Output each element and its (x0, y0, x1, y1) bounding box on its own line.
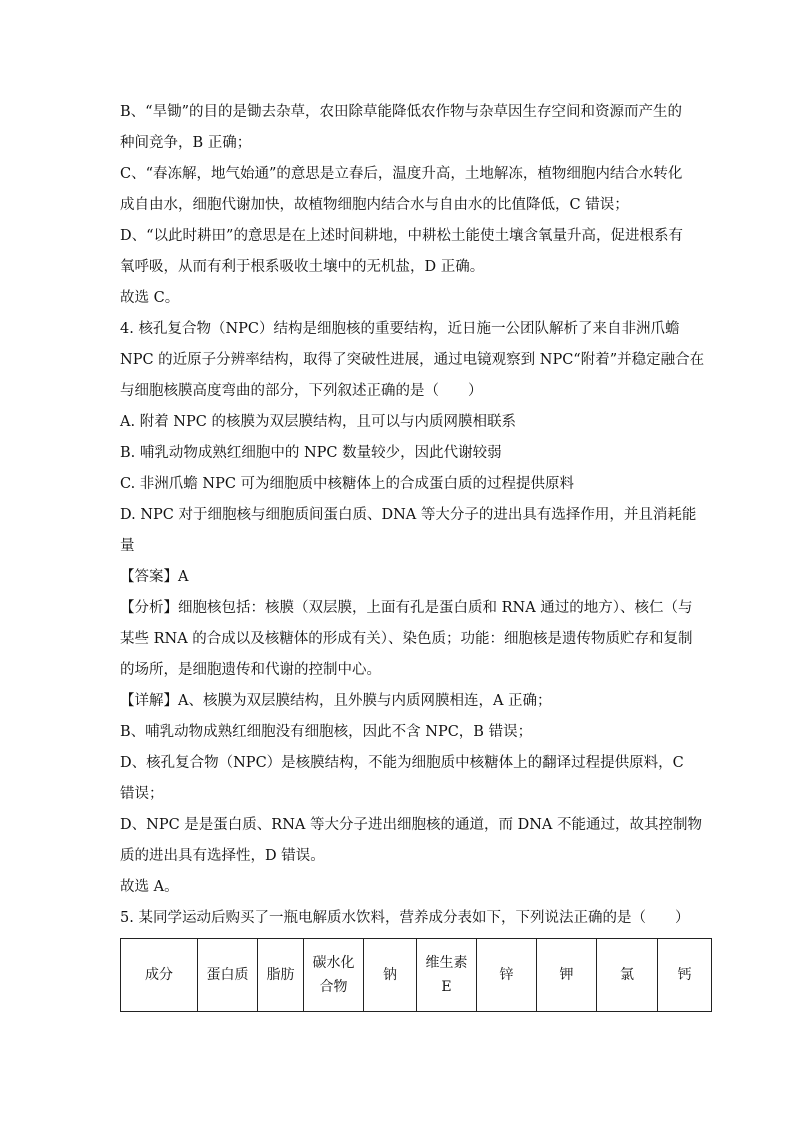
analysis-line: 【分析】细胞核包括：核膜（双层膜，上面有孔是蛋白质和 RNA 通过的地方）、核仁（与 (120, 600, 693, 616)
text-line: B、“旱锄”的目的是锄去杂草，农田除草能降低农作物与杂草因生存空间和资源而产生的 (120, 104, 682, 120)
nutrition-table (120, 938, 712, 1012)
answer-line: 【答案】A (120, 569, 189, 585)
question-4-stem: 4. 核孔复合物（NPC）结构是细胞核的重要结构，近日施一公团队解析了来自非洲爪蟾 (120, 321, 680, 337)
table-cell: 钠 (364, 939, 417, 1012)
table-cell: 钾 (537, 939, 597, 1012)
option-d: D. NPC 对于细胞核与细胞质间蛋白质、DNA 等大分子的进出具有选择作用，并且消耗能 (120, 507, 697, 523)
table-cell: 碳水化 合物 (304, 939, 364, 1012)
text-line: 种间竞争，B 正确； (120, 135, 252, 151)
text-line: 氧呼吸，从而有利于根系吸收土壤中的无机盐，D 正确。 (120, 259, 485, 275)
text-line: C、“春冻解，地气始通”的意思是立春后，温度升高，土地解冻，植物细胞内结合水转化 (120, 166, 683, 182)
option-b: B. 哺乳动物成熟红细胞中的 NPC 数量较少，因此代谢较弱 (120, 445, 502, 461)
detail-line: 质的进出具有选择性，D 错误。 (120, 848, 325, 864)
table-cell: 维生素 E (417, 939, 477, 1012)
analysis-line: 的场所，是细胞遗传和代谢的控制中心。 (120, 662, 381, 678)
detail-line: 错误； (120, 786, 164, 802)
detail-line: D、NPC 是是蛋白质、RNA 等大分子进出细胞核的通道，而 DNA 不能通过，故其控制物 (120, 817, 702, 833)
option-c: C. 非洲爪蟾 NPC 可为细胞质中核糖体上的合成蛋白质的过程提供原料 (120, 476, 575, 492)
option-a: A. 附着 NPC 的核膜为双层膜结构，且可以与内质网膜相联系 (120, 414, 516, 430)
table-cell: 脂肪 (258, 939, 304, 1012)
table-cell: 锌 (477, 939, 537, 1012)
text-line: 故选 C。 (120, 290, 180, 306)
text-line: D、“以此时耕田”的意思是在上述时间耕地，中耕松土能使土壤含氧量升高，促进根系有 (120, 228, 683, 244)
table-cell: 氯 (597, 939, 658, 1012)
detail-line: D、核孔复合物（NPC）是核膜结构，不能为细胞质中核糖体上的翻译过程提供原料，C (120, 755, 684, 771)
question-5-stem: 5. 某同学运动后购买了一瓶电解质水饮料，营养成分表如下，下列说法正确的是（ ） (120, 910, 690, 926)
document-body (120, 97, 705, 934)
detail-line: B、哺乳动物成熟红细胞没有细胞核，因此不含 NPC，B 错误； (120, 724, 533, 740)
question-4-stem: 与细胞核膜高度弯曲的部分，下列叙述正确的是（ ） (120, 383, 483, 399)
table-cell: 钙 (658, 939, 712, 1012)
analysis-line: 某些 RNA 的合成以及核糖体的形成有关）、染色质；功能：细胞核是遗传物质贮存和复制 (120, 631, 693, 647)
text-line: 故选 A。 (120, 879, 179, 895)
option-d: 量 (120, 538, 135, 554)
table-cell: 蛋白质 (198, 939, 258, 1012)
table-row (121, 939, 712, 1012)
text-line: 成自由水，细胞代谢加快，故植物细胞内结合水与自由水的比值降低，C 错误； (120, 197, 629, 213)
table-cell: 成分 (121, 939, 198, 1012)
question-4-stem: NPC 的近原子分辨率结构，取得了突破性进展，通过电镜观察到 NPC“附着”并稳定融合在 (120, 352, 705, 368)
detail-line: 【详解】A、核膜为双层膜结构，且外膜与内质网膜相连，A 正确； (120, 693, 552, 709)
